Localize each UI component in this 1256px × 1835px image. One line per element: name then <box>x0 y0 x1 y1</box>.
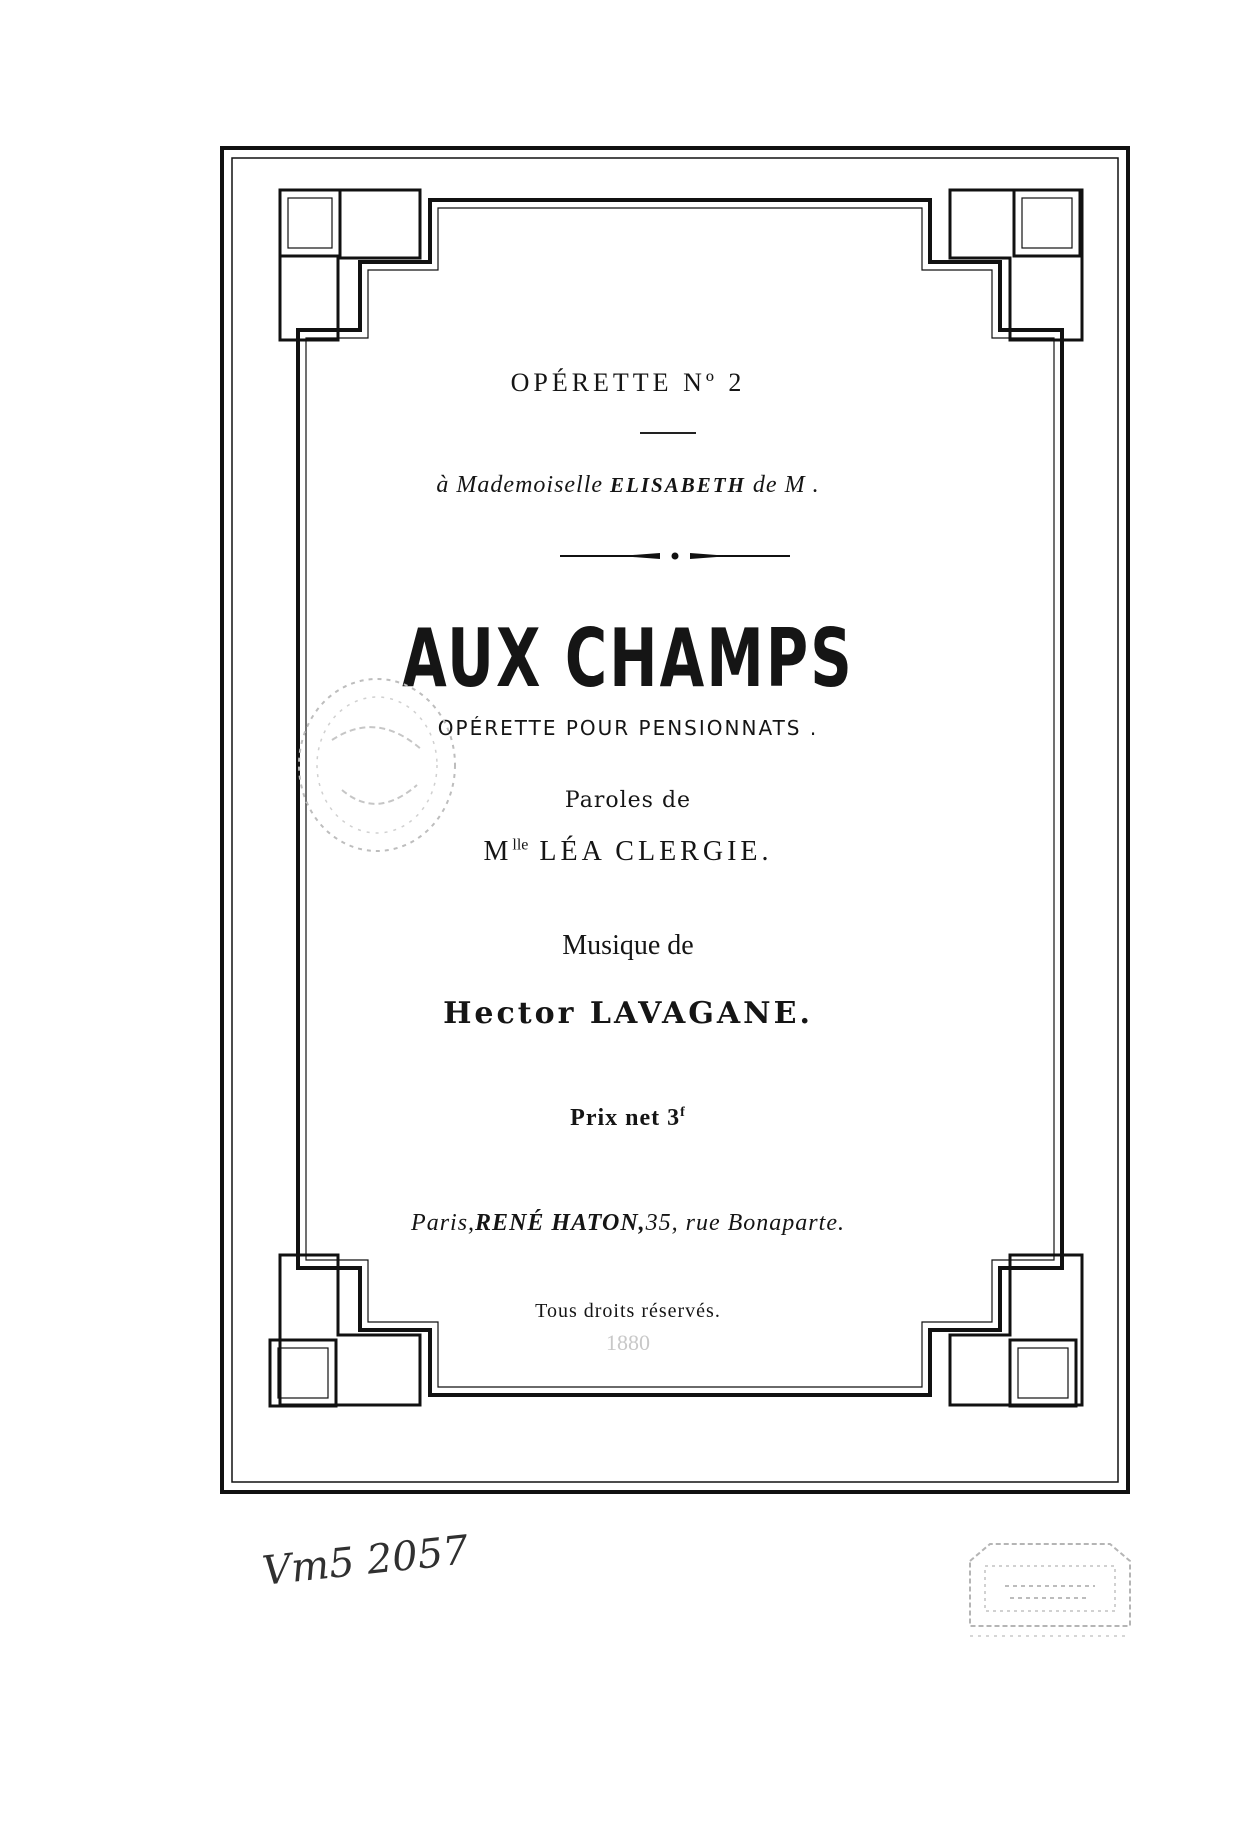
lyrics-label: Paroles de <box>564 788 692 813</box>
call-number: Vm5 2057 <box>260 1527 471 1595</box>
librettist <box>0 836 1256 868</box>
work-title: AUX CHAMPS <box>402 612 854 705</box>
publisher-name: RENÉ HATON, <box>475 1210 646 1236</box>
composer: Hector LAVAGANE. <box>443 996 813 1031</box>
library-seal-icon <box>950 1536 1150 1646</box>
ornament-divider <box>560 548 790 564</box>
price <box>0 1105 1256 1132</box>
work-subtitle: OPÉRETTE POUR PENSIONNATS . <box>437 716 819 740</box>
librettist-name: LÉA CLERGIE. <box>539 836 773 867</box>
price-unit: f <box>680 1105 686 1120</box>
dedication-suffix: de M . <box>752 472 820 498</box>
librettist-honorific-sup: lle <box>512 836 529 854</box>
librettist-honorific: M <box>483 836 513 867</box>
publisher-address: 35, rue Bonaparte. <box>645 1210 845 1236</box>
dedication-prefix: à Mademoiselle <box>436 472 604 498</box>
rights-notice: Tous droits réservés. <box>535 1300 721 1322</box>
divider-rule <box>640 432 696 434</box>
operette-number: OPÉRETTE Nº 2 <box>510 368 746 397</box>
publisher-city: Paris, <box>411 1210 476 1236</box>
price-text: Prix net 3 <box>570 1105 681 1131</box>
music-label: Musique de <box>562 930 694 961</box>
dedication-name: ELISABETH <box>610 473 746 497</box>
dedication <box>0 472 1256 499</box>
library-stamp-icon <box>292 670 462 860</box>
publisher <box>0 1210 1256 1237</box>
year-stamp: 1880 <box>606 1330 650 1355</box>
